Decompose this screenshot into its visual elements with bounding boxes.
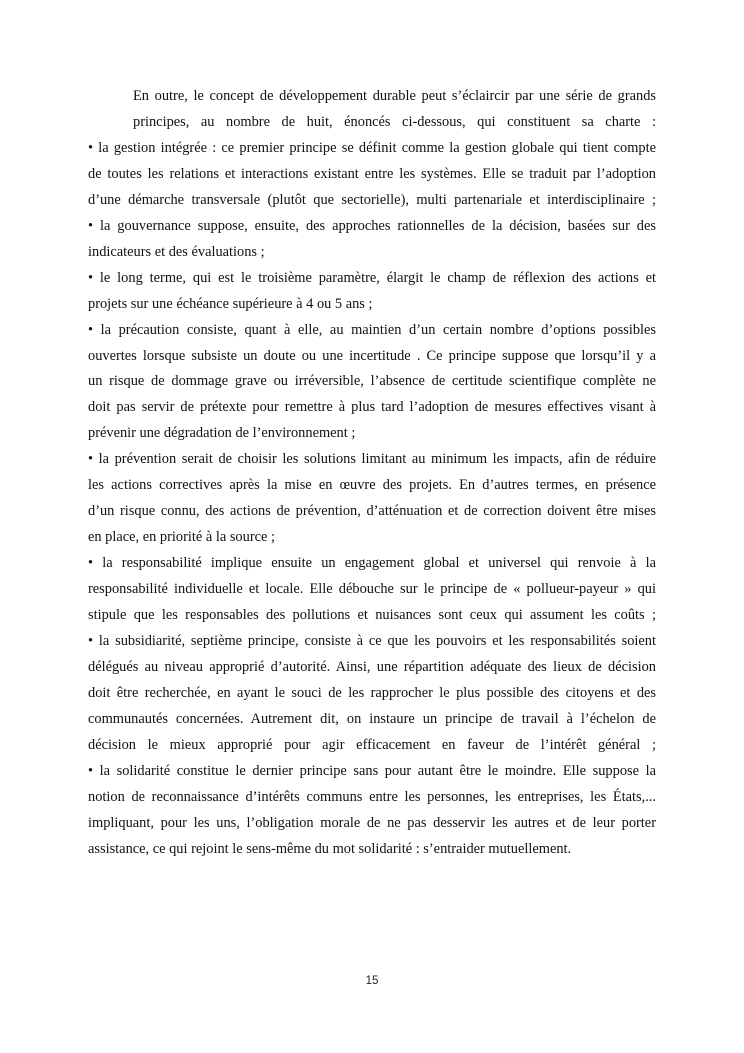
text-line: projets sur une échéance supérieure à 4 ou 5 ans ; <box>88 295 373 312</box>
document-body <box>88 84 656 863</box>
principle-precaution <box>88 318 656 448</box>
text-line: • le long terme, qui est le troisième paramètre, élargit le champ de réflexion des actions et <box>88 269 656 286</box>
text-line: • la subsidiarité, septième principe, consiste à ce que les pouvoirs et les responsabilités soient <box>88 633 656 650</box>
text-line: • la gestion intégrée : ce premier principe se définit comme la gestion globale qui tient compte <box>88 139 656 156</box>
principle-responsibility <box>88 551 656 629</box>
text-line: principes, au nombre de huit, énoncés ci-dessous, qui constituent sa charte : <box>133 113 656 130</box>
principle-long-term <box>88 266 656 318</box>
text-line: stipule que les responsables des pollutions et nuisances sont ceux qui assument les coûts ; <box>88 607 656 624</box>
text-line: indicateurs et des évaluations ; <box>88 243 265 260</box>
text-line: • la gouvernance suppose, ensuite, des approches rationnelles de la décision, basées sur des <box>88 217 656 234</box>
text-line: doit être recherchée, en ayant le souci de les rapprocher le plus possible des citoyens et des <box>88 684 656 701</box>
text-line: d’une démarche transversale (plutôt que sectorielle), multi partenariale et interdisciplinaire ; <box>88 191 656 208</box>
text-line: • la solidarité constitue le dernier principe sans pour autant être le moindre. Elle suppose la <box>88 762 656 779</box>
principle-subsidiarity <box>88 629 656 759</box>
text-line: délégués au niveau approprié d’autorité. Ainsi, une répartition adéquate des lieux de décision <box>88 658 656 675</box>
text-line: • la responsabilité implique ensuite un engagement global et universel qui renvoie à la <box>88 555 656 572</box>
text-line: les actions correctives après la mise en œuvre des projets. En d’autres termes, en présence <box>88 477 656 494</box>
intro-paragraph <box>88 84 656 136</box>
text-line: un risque de dommage grave ou irréversible, l’absence de certitude scientifique complète ne <box>88 373 656 390</box>
text-line: assistance, ce qui rejoint le sens-même du mot solidarité : s’entraider mutuellement. <box>88 840 572 857</box>
text-line: de toutes les relations et interactions existant entre les systèmes. Elle se traduit par l’adoption <box>88 165 656 182</box>
text-line: • la précaution consiste, quant à elle, au maintien d’un certain nombre d’options possibles <box>88 321 656 338</box>
text-line: prévenir une dégradation de l’environnement ; <box>88 425 356 442</box>
principle-prevention <box>88 447 656 551</box>
text-line: notion de reconnaissance d’intérêts communs entre les personnes, les entreprises, les États,... <box>88 788 656 805</box>
page-number: 15 <box>365 975 379 987</box>
principle-solidarity <box>88 759 656 863</box>
text-line: en place, en priorité à la source ; <box>88 529 275 546</box>
text-line: d’un risque connu, des actions de prévention, d’atténuation et de correction doivent être mises <box>88 503 656 520</box>
text-line: impliquant, pour les uns, l’obligation morale de ne pas desservir les autres et de leur porter <box>88 814 656 831</box>
text-line: • la prévention serait de choisir les solutions limitant au minimum les impacts, afin de réduire <box>88 451 656 468</box>
text-line: décision le mieux approprié pour agir efficacement en faveur de l’intérêt général ; <box>88 736 656 753</box>
text-line: ouvertes lorsque subsiste un doute ou une incertitude . Ce principe suppose que lorsqu’il y a <box>88 347 656 364</box>
text-line: responsabilité individuelle et locale. Elle débouche sur le principe de « pollueur-payeur » qui <box>88 581 656 598</box>
principle-integrated-management <box>88 136 656 214</box>
text-line: communautés concernées. Autrement dit, on instaure un principe de travail à l’échelon de <box>88 710 656 727</box>
principle-governance <box>88 214 656 266</box>
text-line: En outre, le concept de développement durable peut s’éclaircir par une série de grands <box>133 88 656 104</box>
text-line: doit pas servir de prétexte pour remettre à plus tard l’adoption de mesures effectives visant à <box>88 399 656 416</box>
